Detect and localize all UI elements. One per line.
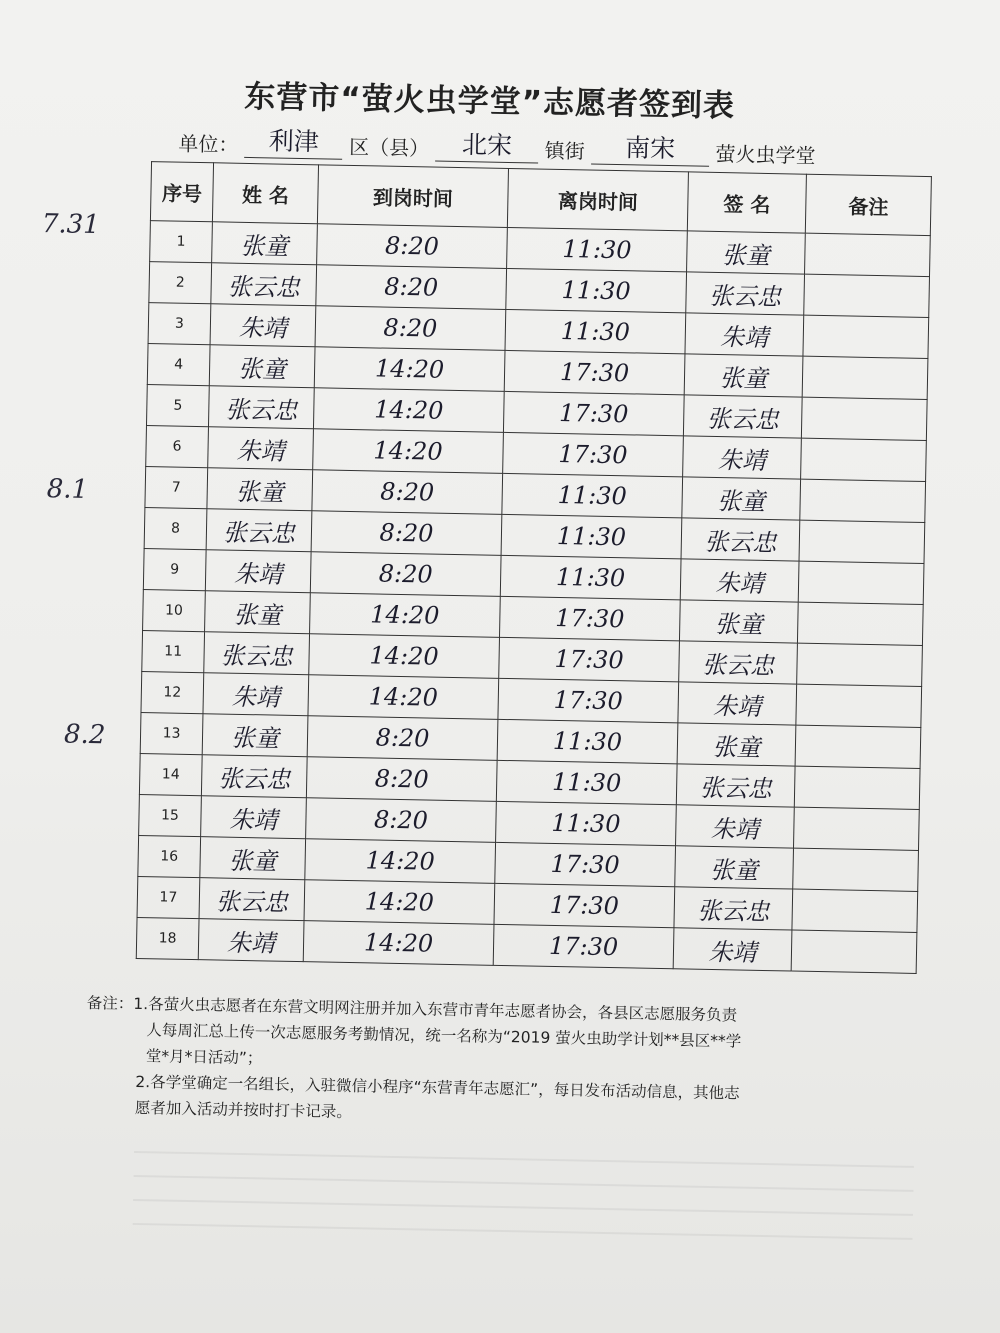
row-sign: 张童 bbox=[677, 723, 796, 766]
row-name: 张童 bbox=[212, 222, 318, 265]
row-leave: 11:30 bbox=[496, 801, 677, 845]
header-note: 备注 bbox=[805, 174, 931, 235]
row-note bbox=[791, 930, 917, 973]
row-sign: 张云忠 bbox=[679, 641, 798, 684]
row-leave: 11:30 bbox=[507, 227, 688, 271]
row-arrive: 14:20 bbox=[309, 634, 500, 679]
row-arrive: 8:20 bbox=[310, 552, 501, 597]
row-name: 朱靖 bbox=[198, 919, 304, 962]
row-sign: 张童 bbox=[675, 846, 794, 889]
row-sign: 张云忠 bbox=[676, 764, 795, 807]
header-sign: 签 名 bbox=[687, 172, 806, 233]
row-arrive: 14:20 bbox=[313, 429, 504, 474]
row-note bbox=[802, 356, 928, 399]
row-name: 朱靖 bbox=[208, 427, 314, 470]
row-note bbox=[794, 766, 920, 809]
row-note bbox=[794, 807, 920, 850]
row-arrive: 14:20 bbox=[303, 921, 494, 966]
row-leave: 17:30 bbox=[499, 596, 680, 640]
row-leave: 17:30 bbox=[498, 678, 679, 722]
row-sign: 张童 bbox=[679, 600, 798, 643]
row-name: 张云忠 bbox=[204, 632, 310, 675]
row-note bbox=[795, 725, 921, 768]
row-seq: 4 bbox=[147, 344, 210, 386]
row-sign: 朱靖 bbox=[683, 436, 802, 479]
row-seq: 12 bbox=[141, 672, 204, 714]
row-note bbox=[800, 479, 926, 522]
row-sign: 张云忠 bbox=[681, 518, 800, 561]
row-sign: 朱靖 bbox=[676, 805, 795, 848]
row-seq: 7 bbox=[145, 467, 208, 509]
row-sign: 张童 bbox=[682, 477, 801, 520]
row-name: 张云忠 bbox=[199, 878, 305, 921]
margin-date-3: 8.2 bbox=[63, 719, 106, 751]
header-seq: 序号 bbox=[150, 162, 213, 222]
row-note bbox=[803, 315, 929, 358]
note-line-1: 备注：1.各萤火虫志愿者在东营文明网注册并加入东营市青年志愿者协会，各县区志愿服务负责 bbox=[86, 994, 738, 1025]
unit-line bbox=[178, 120, 816, 169]
row-leave: 17:30 bbox=[499, 637, 680, 681]
school-value: 南宋 bbox=[591, 128, 710, 167]
margin-date-1: 7.31 bbox=[41, 209, 101, 241]
row-seq: 5 bbox=[146, 385, 209, 427]
row-leave: 11:30 bbox=[502, 473, 683, 517]
row-name: 张童 bbox=[200, 837, 306, 880]
row-note bbox=[798, 561, 924, 604]
row-seq: 2 bbox=[149, 262, 212, 304]
row-leave: 17:30 bbox=[503, 432, 684, 476]
row-name: 朱靖 bbox=[201, 796, 307, 839]
row-name: 朱靖 bbox=[210, 304, 316, 347]
row-seq: 10 bbox=[143, 590, 206, 632]
row-note bbox=[801, 397, 927, 440]
row-arrive: 14:20 bbox=[314, 347, 505, 392]
row-arrive: 8:20 bbox=[315, 306, 506, 351]
row-seq: 16 bbox=[138, 835, 201, 877]
row-name: 张童 bbox=[207, 468, 313, 511]
row-note bbox=[793, 848, 919, 891]
row-leave: 11:30 bbox=[501, 514, 682, 558]
header-name: 姓 名 bbox=[212, 163, 318, 224]
row-name: 朱靖 bbox=[205, 550, 311, 593]
row-seq: 17 bbox=[137, 876, 200, 918]
row-seq: 11 bbox=[142, 631, 205, 673]
row-note bbox=[797, 602, 923, 645]
row-seq: 15 bbox=[139, 794, 202, 836]
row-name: 张云忠 bbox=[211, 263, 317, 306]
town-value: 北宋 bbox=[435, 125, 539, 164]
row-sign: 张云忠 bbox=[683, 395, 802, 438]
row-seq: 3 bbox=[148, 303, 211, 345]
note-line-3: 堂*月*日活动”； bbox=[145, 1047, 263, 1068]
row-note bbox=[796, 684, 922, 727]
row-seq: 18 bbox=[136, 917, 199, 959]
bleed-through-lines bbox=[132, 1151, 914, 1286]
row-sign: 朱靖 bbox=[673, 928, 792, 971]
town-label: 镇街 bbox=[544, 138, 586, 164]
sign-in-sheet bbox=[41, 60, 965, 1276]
row-seq: 6 bbox=[146, 426, 209, 468]
row-seq: 13 bbox=[140, 713, 203, 755]
row-seq: 14 bbox=[139, 753, 202, 795]
row-arrive: 14:20 bbox=[305, 839, 496, 884]
row-name: 张云忠 bbox=[201, 755, 307, 798]
row-leave: 11:30 bbox=[505, 309, 686, 353]
row-note bbox=[801, 438, 927, 481]
row-leave: 17:30 bbox=[495, 842, 676, 886]
row-leave: 17:30 bbox=[494, 883, 675, 927]
row-note bbox=[804, 274, 930, 317]
row-name: 朱靖 bbox=[203, 673, 309, 716]
header-leave: 离岗时间 bbox=[507, 168, 688, 230]
row-sign: 张童 bbox=[687, 231, 806, 274]
row-leave: 11:30 bbox=[500, 555, 681, 599]
note-line-5: 愿者加入活动并按时打卡记录。 bbox=[134, 1098, 353, 1122]
row-seq: 9 bbox=[143, 549, 206, 591]
row-sign: 朱靖 bbox=[678, 682, 797, 725]
district-value: 利津 bbox=[245, 121, 344, 160]
row-note bbox=[797, 643, 923, 686]
notes-section bbox=[85, 990, 927, 1136]
row-note bbox=[792, 889, 918, 932]
row-arrive: 8:20 bbox=[306, 757, 497, 802]
school-label: 萤火虫学堂 bbox=[715, 141, 816, 168]
row-name: 张童 bbox=[205, 591, 311, 634]
header-arrive: 到岗时间 bbox=[317, 165, 508, 228]
row-name: 张童 bbox=[209, 345, 315, 388]
row-arrive: 8:20 bbox=[311, 511, 502, 556]
row-leave: 17:30 bbox=[504, 350, 685, 394]
note-line-4: 2.各学堂确定一名组长，入驻微信小程序“东营青年志愿汇”，每日发布活动信息，其他志 bbox=[135, 1072, 740, 1103]
row-leave: 11:30 bbox=[506, 268, 687, 312]
unit-label: 单位： bbox=[178, 131, 239, 157]
row-sign: 朱靖 bbox=[680, 559, 799, 602]
row-arrive: 14:20 bbox=[308, 675, 499, 720]
row-sign: 张云忠 bbox=[674, 887, 793, 930]
row-note bbox=[805, 233, 931, 276]
row-leave: 11:30 bbox=[496, 760, 677, 804]
row-sign: 张童 bbox=[684, 354, 803, 397]
row-seq: 1 bbox=[150, 221, 213, 263]
district-label: 区（县） bbox=[348, 134, 430, 161]
row-arrive: 8:20 bbox=[316, 265, 507, 310]
row-arrive: 8:20 bbox=[312, 470, 503, 515]
row-sign: 朱靖 bbox=[685, 313, 804, 356]
sign-in-table bbox=[136, 161, 931, 974]
row-leave: 17:30 bbox=[503, 391, 684, 435]
page-title: 东营市“萤火虫学堂”志愿者签到表 bbox=[243, 78, 736, 125]
row-name: 张云忠 bbox=[208, 386, 314, 429]
row-note bbox=[799, 520, 925, 563]
row-name: 张云忠 bbox=[206, 509, 312, 552]
row-arrive: 14:20 bbox=[313, 388, 504, 433]
row-leave: 17:30 bbox=[493, 924, 674, 968]
margin-date-2: 8.1 bbox=[46, 474, 89, 505]
row-sign: 张云忠 bbox=[686, 272, 805, 315]
row-seq: 8 bbox=[144, 508, 207, 550]
row-arrive: 14:20 bbox=[304, 880, 495, 925]
row-arrive: 8:20 bbox=[307, 716, 498, 761]
row-name: 张童 bbox=[202, 714, 308, 757]
row-arrive: 14:20 bbox=[310, 593, 501, 638]
row-leave: 11:30 bbox=[497, 719, 678, 763]
row-arrive: 8:20 bbox=[306, 798, 497, 843]
note-line-2: 人每周汇总上传一次志愿服务考勤情况，统一名称为“2019 萤火虫助学计划**县区**学 bbox=[146, 1021, 742, 1051]
row-arrive: 8:20 bbox=[317, 224, 508, 269]
